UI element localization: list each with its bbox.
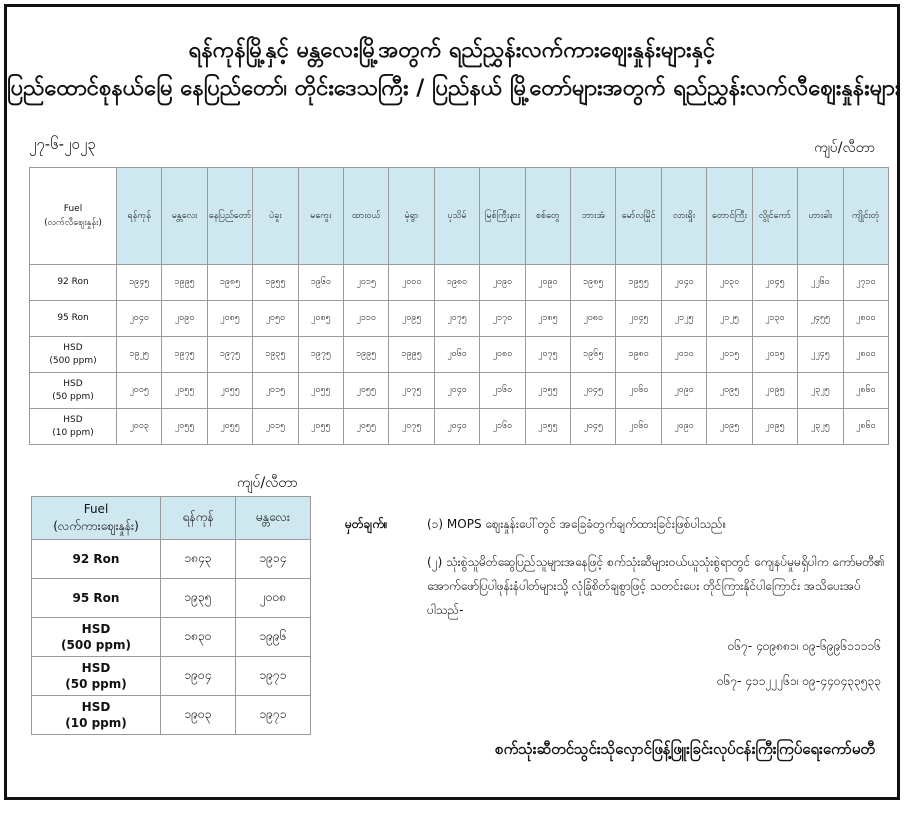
price-cell: ၂၀၀၅ [117, 373, 162, 409]
announcement-frame [4, 4, 900, 800]
fuel-type-cell [30, 373, 117, 409]
price-row [30, 301, 889, 337]
price-cell: ၂၀၉၅ [707, 409, 752, 445]
price-cell: ၁၉၇၁ [236, 696, 311, 735]
city-header: မုံရွာ [389, 168, 434, 265]
price-cell: ၂၀၅၀ [253, 301, 298, 337]
price-cell: ၁၉၇၅ [207, 337, 252, 373]
fuel-column-header [32, 497, 161, 540]
fuel-header-label: Fuel [63, 204, 83, 214]
price-cell: ၂၀၄၅ [616, 301, 661, 337]
city-header: မြစ်ကြီးနား [480, 168, 525, 265]
city-header: ဟားခါး [798, 168, 843, 265]
price-cell: ၂၁၆၀ [480, 409, 525, 445]
price-cell: ၂၀၅၅ [207, 373, 252, 409]
price-cell: ၁၉၅၅ [616, 265, 661, 301]
price-cell: ၂၀၃၀ [707, 265, 752, 301]
fuel-type-cell [32, 618, 161, 657]
price-cell: ၂၁၆၀ [480, 373, 525, 409]
fuel-type-label: HSD [63, 378, 83, 389]
city-header: မကွေး [298, 168, 343, 265]
phone-numbers-1: ၀၆၇- ၄၀၉၈၈၁၊ ၀၉-၆၉၉၆၁၁၁၁၆ [727, 639, 881, 653]
city-header: မန္တလေး [162, 168, 207, 265]
fuel-type-cell [30, 337, 117, 373]
price-cell: ၂၃၂၅ [798, 373, 843, 409]
price-cell: ၂၀၅၅ [298, 373, 343, 409]
price-row [32, 657, 311, 696]
fuel-type-cell [32, 696, 161, 735]
fuel-type-label: HSD [81, 622, 111, 636]
price-cell: ၂၀၅၅ [344, 373, 389, 409]
price-cell: ၂၁၃၀ [752, 301, 797, 337]
price-cell: ၂၄၅၅ [798, 301, 843, 337]
price-cell: ၂၀၁၀ [661, 337, 706, 373]
price-cell: ၂၁၅၅ [525, 409, 570, 445]
fuel-type-label: 95 Ron [57, 313, 89, 323]
price-cell: ၁၉၀၄ [161, 657, 236, 696]
price-cell: ၂၀၇၅ [525, 337, 570, 373]
fuel-type-sublabel: (500 ppm) [61, 638, 131, 652]
unit-label: ကျပ်/လီတာ [814, 140, 875, 156]
city-header: လားရှိုး [661, 168, 706, 265]
city-header: ထားဝယ် [344, 168, 389, 265]
city-header: တောင်ကြီး [707, 168, 752, 265]
price-cell: ၂၀၉၅ [389, 301, 434, 337]
price-cell: ၂၁၇၀ [480, 301, 525, 337]
price-cell: ၂၀၉၅ [707, 373, 752, 409]
date: ၂၇-၆-၂၀၂၃ [29, 135, 96, 153]
city-header: ရန်ကုန် [161, 497, 236, 540]
fuel-type-label: HSD [81, 661, 111, 675]
price-cell: ၂၀၉၀ [162, 301, 207, 337]
price-cell: ၂၀၁၅ [752, 337, 797, 373]
price-cell: ၂၀၉၀ [661, 409, 706, 445]
fuel-type-sublabel: (10 ppm) [65, 716, 127, 730]
price-row [30, 373, 889, 409]
wholesale-header-row [32, 497, 311, 540]
price-cell: ၂၁၅၅ [525, 373, 570, 409]
price-cell: ၂၀၅၅ [162, 409, 207, 445]
committee-signature: စက်သုံးဆီတင်သွင်းသိုလှောင်ဖြန့်ဖြူးခြင်းလုပ်ငန်းကြီးကြပ်ရေးကော်မတီ [495, 740, 875, 758]
price-cell: ၂၀၄၅ [752, 265, 797, 301]
price-cell: ၂၀၆၀ [616, 373, 661, 409]
price-cell: ၁၉၆၀ [298, 265, 343, 301]
price-cell: ၁၉၈၀ [616, 337, 661, 373]
title-line-2: ပြည်ထောင်စုနယ်မြေ နေပြည်တော်၊ တိုင်းဒေသကြီး / ပြည်နယ် မြို့တော်များအတွက် ရည်ညွှန်းလက်လီဈေးနှုန်းများ [7, 76, 901, 101]
price-row [32, 540, 311, 579]
price-cell: ၂၁၂၅ [661, 301, 706, 337]
price-cell: ၂၀၉၅ [752, 409, 797, 445]
price-cell: ၁၉၃၅ [253, 337, 298, 373]
city-header: ပုသိမ် [434, 168, 479, 265]
price-cell: ၁၉၈၅ [571, 265, 616, 301]
note-2: (၂) သုံးစွဲသူမိတ်ဆွေပြည်သူများအနေဖြင့် စက်သုံးဆီများဝယ်ယူသုံးစွဲရာတွင် ကျေနပ်မှုမရှိပါက ကော်မတီ၏ အောက်ဖော်ပြပါဖုန်းနံပါတ်များသို့ လုံခြုံစိတ်ချစွာဖြင့် သတင်းပေး တိုင်ကြားနိုင်ပါကြောင်း အသိပေးအပ်ပါသည်- [427, 555, 885, 617]
price-cell: ၂၀၁၅ [344, 265, 389, 301]
price-cell: ၂၀၆၀ [434, 337, 479, 373]
price-cell: ၂၀၄၅ [571, 373, 616, 409]
price-cell: ၂၂၆၀ [798, 265, 843, 301]
price-cell: ၂၀၀၀ [389, 265, 434, 301]
price-cell: ၂၈၆၀ [843, 409, 889, 445]
price-cell: ၂၀၉၀ [525, 265, 570, 301]
price-cell: ၂၀၄၀ [117, 301, 162, 337]
price-cell: ၁၉၈၅ [207, 265, 252, 301]
price-cell: ၂၀၄၀ [661, 265, 706, 301]
fuel-type-cell [32, 579, 161, 618]
price-row [30, 409, 889, 445]
price-cell: ၁၈၃၀ [161, 618, 236, 657]
price-cell: ၁၉၈၀ [434, 265, 479, 301]
price-cell: ၂၀၄၀ [434, 409, 479, 445]
price-cell: ၂၈၀၀ [843, 301, 889, 337]
price-row [32, 579, 311, 618]
price-cell: ၂၀၉၅ [752, 373, 797, 409]
fuel-type-cell [30, 265, 117, 301]
price-cell: ၁၉၅၅ [253, 265, 298, 301]
fuel-type-label: HSD [63, 414, 83, 425]
fuel-type-label: 92 Ron [72, 552, 120, 566]
city-header: ဘားအံ [571, 168, 616, 265]
price-cell: ၁၉၁၄ [236, 540, 311, 579]
fuel-column-header [30, 168, 117, 265]
fuel-type-sublabel: (50 ppm) [52, 391, 94, 402]
fuel-type-label: 95 Ron [72, 591, 120, 605]
note-1: (၁) MOPS ဈေးနှုန်းပေါ်တွင် အခြေခံတွက်ချက်ထားခြင်းဖြစ်ပါသည်။ [427, 517, 727, 531]
price-cell: ၁၉၄၅ [117, 265, 162, 301]
fuel-type-sublabel: (500 ppm) [49, 355, 97, 366]
price-cell: ၂၁၂၅ [707, 301, 752, 337]
fuel-header-sublabel: (လက်လီဈေးနှုန်း) [44, 218, 102, 228]
fuel-type-cell [30, 301, 117, 337]
retail-price-table [29, 167, 889, 445]
price-row [32, 618, 311, 657]
price-cell: ၂၀၁၅ [707, 337, 752, 373]
price-cell: ၂၀၅၅ [298, 409, 343, 445]
price-cell: ၂၇၁၀ [843, 265, 889, 301]
price-cell: ၁၉၇၁ [236, 657, 311, 696]
city-header: ကျိုင်းတုံ [843, 168, 889, 265]
fuel-type-sublabel: (50 ppm) [65, 677, 127, 691]
price-cell: ၁၉၉၅ [344, 337, 389, 373]
price-cell: ၂၀၇၅ [434, 301, 479, 337]
fuel-type-cell [32, 540, 161, 579]
fuel-type-cell [30, 409, 117, 445]
price-cell: ၂၀၈၅ [207, 301, 252, 337]
fuel-type-label: 92 Ron [57, 277, 89, 287]
price-cell: ၁၈၄၃ [161, 540, 236, 579]
city-header: မော်လမြိုင် [616, 168, 661, 265]
title-line-1: ရန်ကုန်မြို့နှင့် မန္တလေးမြို့အတွက် ရည်ညွှန်းလက်ကားဈေးနှုန်းများနှင့် [188, 38, 716, 63]
fuel-type-cell [32, 657, 161, 696]
price-cell: ၁၉၇၅ [298, 337, 343, 373]
retail-header-row [30, 168, 889, 265]
city-header: မန္တလေး [236, 497, 311, 540]
phone-numbers-2: ၀၆၇- ၄၁၁၂၂၂၆၁၊ ၀၉-၄၄၀၄၃၃၅၃၃ [716, 674, 881, 688]
price-cell: ၂၁၁၀ [344, 301, 389, 337]
price-cell: ၂၀၇၅ [389, 373, 434, 409]
price-cell: ၂၈၀၀ [843, 337, 889, 373]
price-cell: ၂၀၄၀ [434, 373, 479, 409]
price-cell: ၂၀၆၀ [616, 409, 661, 445]
price-cell: ၁၉၉၅ [162, 265, 207, 301]
price-cell: ၂၀၈၅ [298, 301, 343, 337]
fuel-header-sublabel: (လက်ကားဈေးနှုန်း) [53, 519, 139, 533]
price-cell: ၂၀၇၅ [389, 409, 434, 445]
price-cell: ၂၀၀၈ [236, 579, 311, 618]
city-header: လွိုင်ကော် [752, 168, 797, 265]
price-cell: ၂၀၉၀ [480, 265, 525, 301]
wholesale-unit-label: ကျပ်/လီတာ [237, 475, 298, 491]
price-cell: ၂၁၈၅ [525, 301, 570, 337]
price-cell: ၁၉၃၅ [161, 579, 236, 618]
city-header: ပဲခူး [253, 168, 298, 265]
price-cell: ၂၀၁၅ [253, 373, 298, 409]
fuel-type-label: HSD [81, 700, 111, 714]
price-cell: ၂၀၅၅ [162, 373, 207, 409]
price-cell: ၂၃၂၅ [798, 409, 843, 445]
price-cell: ၁၉၉၆ [236, 618, 311, 657]
price-cell: ၂၂၄၅ [798, 337, 843, 373]
price-cell: ၂၀၉၀ [661, 373, 706, 409]
price-cell: ၂၀၁၅ [253, 409, 298, 445]
notes-label: မှတ်ချက်။ [345, 517, 388, 531]
fuel-header-label: Fuel [83, 502, 109, 516]
price-cell: ၂၈၆၀ [843, 373, 889, 409]
price-cell: ၂၀၅၅ [344, 409, 389, 445]
price-cell: ၂၀၅၅ [207, 409, 252, 445]
price-row [30, 337, 889, 373]
price-cell: ၁၉၂၅ [117, 337, 162, 373]
price-cell: ၂၀၀၃ [117, 409, 162, 445]
price-cell: ၁၉၀၃ [161, 696, 236, 735]
price-cell: ၁၉၆၅ [571, 337, 616, 373]
price-row [32, 696, 311, 735]
price-row [30, 265, 889, 301]
price-cell: ၂၀၄၅ [571, 409, 616, 445]
fuel-type-sublabel: (10 ppm) [52, 427, 94, 438]
fuel-type-label: HSD [63, 342, 83, 353]
price-cell: ၂၀၈၀ [480, 337, 525, 373]
price-cell: ၁၉၇၅ [162, 337, 207, 373]
price-cell: ၁၉၉၅ [389, 337, 434, 373]
price-cell: ၂၀၈၀ [571, 301, 616, 337]
city-header: နေပြည်တော် [207, 168, 252, 265]
city-header: စစ်တွေ [525, 168, 570, 265]
wholesale-price-table [31, 496, 311, 735]
city-header: ရန်ကုန် [117, 168, 162, 265]
